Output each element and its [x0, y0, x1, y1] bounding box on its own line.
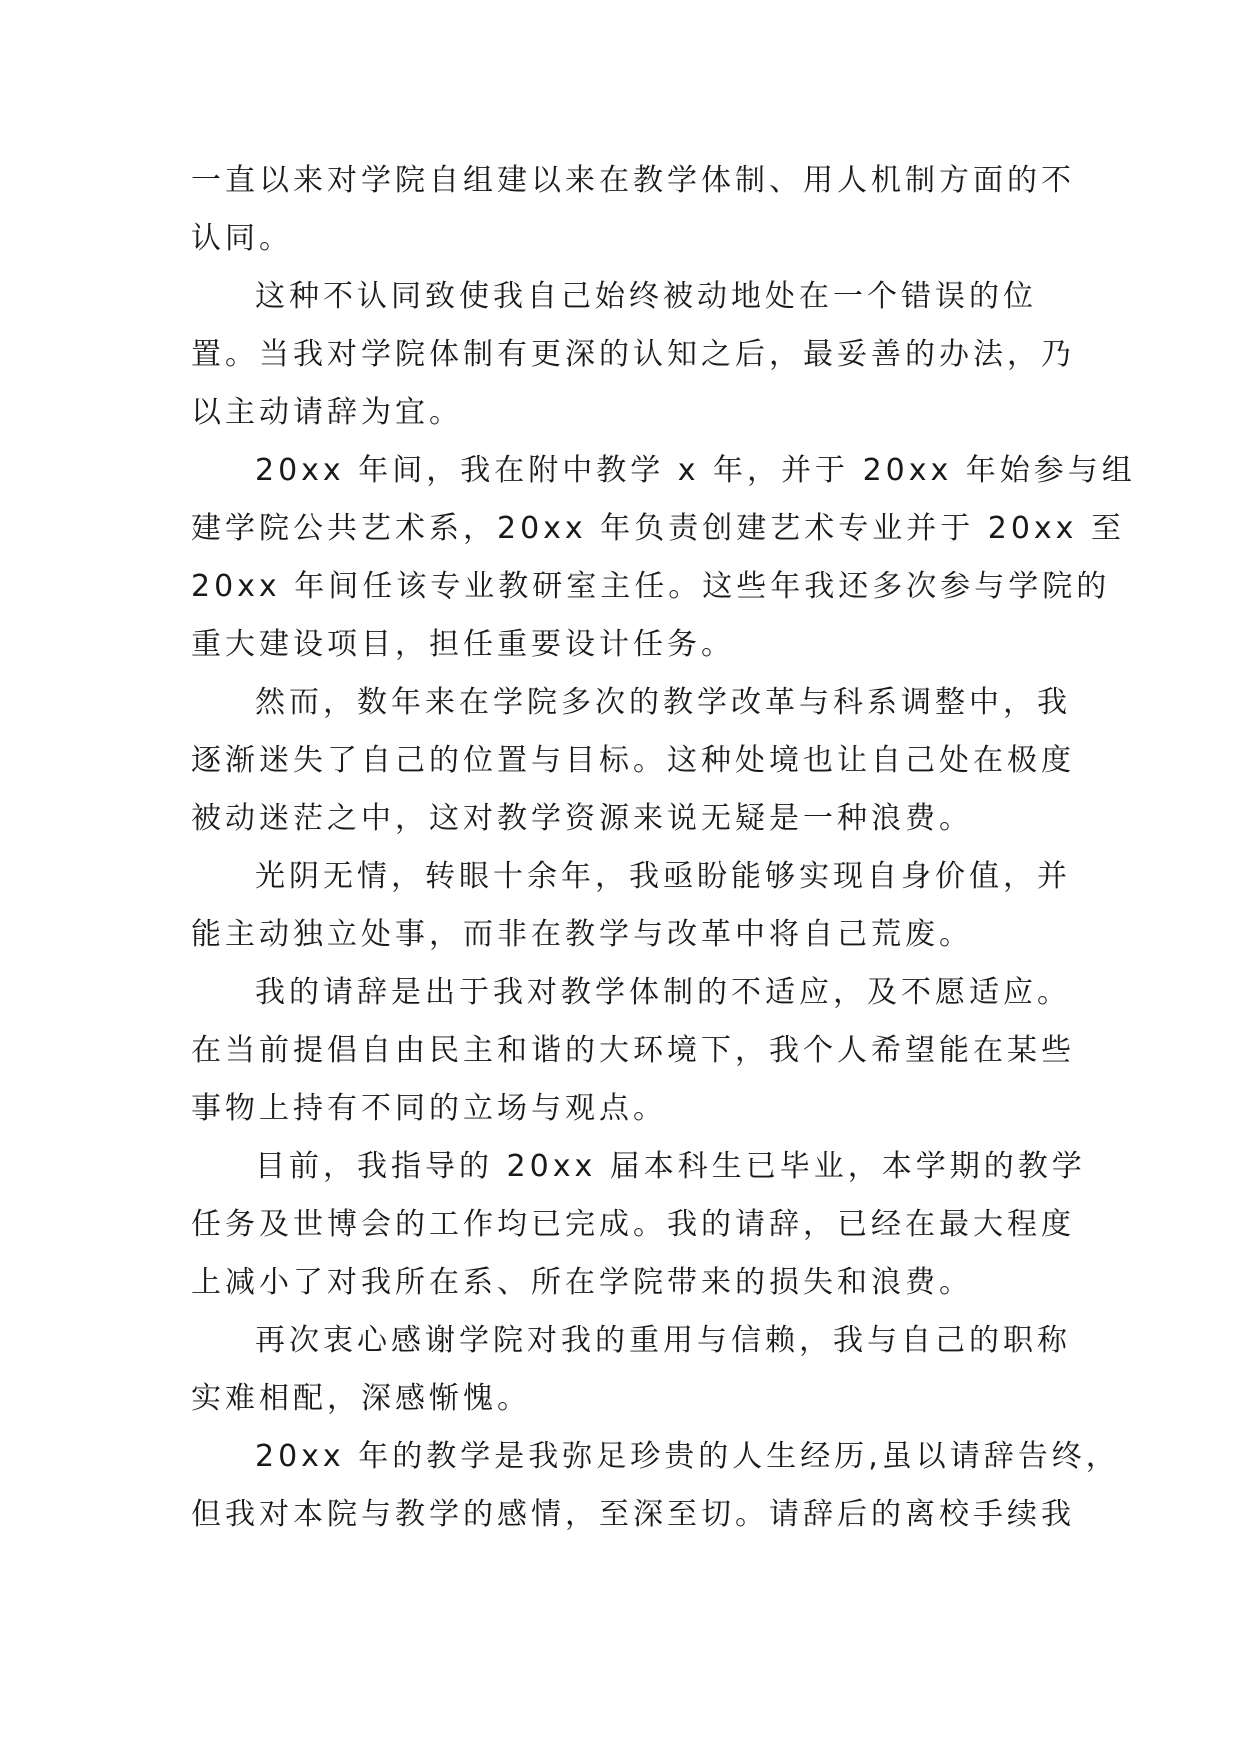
text-line: 实难相配，深感惭愧。	[191, 1381, 531, 1416]
paragraph-start-line: 目前，我指导的 20xx 届本科生已毕业，本学期的教学	[255, 1149, 1086, 1184]
text-line: 逐渐迷失了自己的位置与目标。这种处境也让自己处在极度	[191, 743, 1075, 778]
text-line: 置。当我对学院体制有更深的认知之后，最妥善的办法，乃	[191, 337, 1075, 372]
body-text	[191, 152, 1136, 1544]
paragraph-start-line: 再次衷心感谢学院对我的重用与信赖，我与自己的职称	[255, 1323, 1071, 1358]
paragraph-start-line: 这种不认同致使我自己始终被动地处在一个错误的位	[255, 279, 1037, 314]
text-line: 事物上持有不同的立场与观点。	[191, 1091, 667, 1126]
text-line: 在当前提倡自由民主和谐的大环境下，我个人希望能在某些	[191, 1033, 1075, 1068]
text-line: 建学院公共艺术系，20xx 年负责创建艺术专业并于 20xx 至	[191, 511, 1125, 546]
text-line: 被动迷茫之中，这对教学资源来说无疑是一种浪费。	[191, 801, 973, 836]
text-line: 认同。	[191, 221, 293, 256]
paragraph-start-line: 然而，数年来在学院多次的教学改革与科系调整中，我	[255, 685, 1071, 720]
text-line: 上减小了对我所在系、所在学院带来的损失和浪费。	[191, 1265, 973, 1300]
text-line: 但我对本院与教学的感情，至深至切。请辞后的离校手续我	[191, 1497, 1075, 1532]
paragraph-start-line: 光阴无情，转眼十余年，我亟盼能够实现自身价值，并	[255, 859, 1071, 894]
text-line: 以主动请辞为宜。	[191, 395, 463, 430]
paragraph-start-line: 20xx 年间，我在附中教学 x 年，并于 20xx 年始参与组	[255, 453, 1136, 488]
paragraph-start-line: 20xx 年的教学是我弥足珍贵的人生经历,虽以请辞告终，	[255, 1439, 1120, 1474]
text-line: 一直以来对学院自组建以来在教学体制、用人机制方面的不	[191, 163, 1075, 198]
text-line: 重大建设项目，担任重要设计任务。	[191, 627, 735, 662]
text-line: 能主动独立处事，而非在教学与改革中将自己荒废。	[191, 917, 973, 952]
text-line: 任务及世博会的工作均已完成。我的请辞，已经在最大程度	[191, 1207, 1075, 1242]
paragraph-start-line: 我的请辞是出于我对教学体制的不适应，及不愿适应。	[255, 975, 1071, 1010]
text-line: 20xx 年间任该专业教研室主任。这些年我还多次参与学院的	[191, 569, 1111, 604]
